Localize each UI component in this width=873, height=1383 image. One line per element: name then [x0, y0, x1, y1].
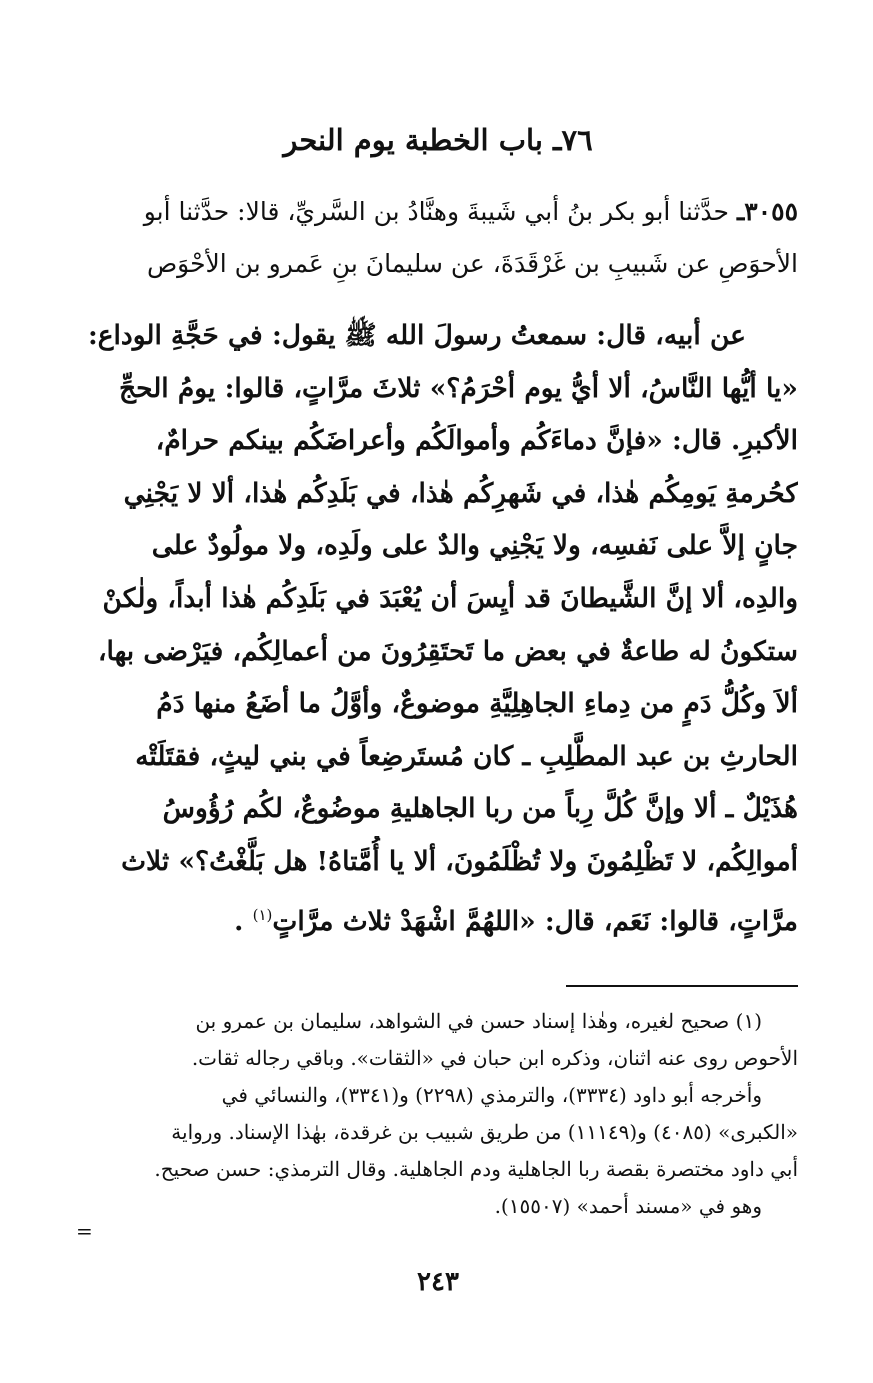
- hadith-matn: [78, 310, 798, 948]
- matn-line-2: «يا أيُّها النَّاسُ، ألا أيُّ يوم أحْرَمُ؟» ثلاثَ مرَّاتٍ، قالوا: يومُ الحجِّ: [119, 372, 798, 404]
- page-number: ٢٤٣: [417, 1267, 459, 1297]
- matn-end-punctuation: .: [234, 905, 244, 937]
- chapter-title: ٧٦ـ باب الخطبة يوم النحر: [283, 123, 593, 157]
- matn-line-1: عن أبيه، قال: سمعتُ رسولَ الله ﷺ يقول: في حَجَّةِ الوداع:: [87, 320, 746, 351]
- matn-line-6: والدِه، ألا إنَّ الشَّيطانَ قد أيِسَ أن يُعْبَدَ في بَلَدِكُم هٰذا أبداً، ولٰكنْ: [102, 582, 798, 614]
- footnote-line-1: (١) صحيح لغيره، وهٰذا إسناد حسن في الشواهد، سليمان بن عمرو بن: [195, 1009, 762, 1033]
- matn-line-12-text: مرَّاتٍ، قالوا: نَعَم، قال: «اللهُمَّ اشْهَدْ ثلاث مرَّاتٍ: [272, 905, 798, 937]
- hadith-isnad: [78, 186, 798, 290]
- isnad-line-1: [78, 186, 798, 238]
- matn-line-10: هُذَيْلٌ ـ ألا وإنَّ كُلَّ رِباً من ربا الجاهليةِ موضُوعٌ، لكُم رُؤُوسُ: [162, 793, 798, 825]
- matn-line-12: [78, 889, 798, 948]
- footnote-line-4: «الكبرى» (٤٠٨٥) و(١١١٤٩) من طريق شبيب بن غرقدة، بهٰذا الإسناد. ورواية: [171, 1120, 798, 1144]
- footnote-line-5: أبي داود مختصرة بقصة ربا الجاهلية ودم الجاهلية. وقال الترمذي: حسن صحيح.: [154, 1157, 798, 1181]
- isnad-line-1-text: حدَّثنا أبو بكر بنُ أبي شَيبةَ وهنَّادُ بن السَّريِّ، قالا: حدَّثنا أبو: [143, 197, 729, 226]
- footnote-separator: [566, 985, 798, 987]
- continuation-mark: =: [76, 1219, 93, 1243]
- matn-line-4: كحُرمةِ يَومِكُم هٰذا، في شَهرِكُم هٰذا، في بَلَدِكُم هٰذا، ألا لا يَجْنِي: [123, 477, 798, 509]
- matn-line-11: أموالِكُم، لا تَظْلِمُونَ ولا تُظْلَمُونَ، ألا يا أُمَّتاهُ! هل بَلَّغْتُ؟» ثلاث: [121, 845, 798, 877]
- footnotes: [78, 1003, 798, 1225]
- matn-line-3: الأكبرِ. قال: «فإنَّ دماءَكُم وأموالَكُم وأعراضَكُم بينكم حرامٌ،: [155, 425, 798, 457]
- footnote-line-3: وأخرجه أبو داود (٣٣٣٤)، والترمذي (٢٢٩٨) و(٣٣٤١)، والنسائي في: [221, 1083, 762, 1107]
- matn-line-9: الحارثِ بن عبد المطَّلِبِ ـ كان مُستَرضِعاً في بني ليثٍ، فقتَلَتْه: [135, 740, 798, 772]
- matn-line-7: ستكونُ له طاعةٌ في بعض ما تَحتَقِرُونَ من أعمالِكُم، فيَرْضى بها،: [97, 635, 798, 667]
- footnote-line-6: وهو في «مسند أحمد» (١٥٥٠٧).: [494, 1194, 762, 1218]
- isnad-line-2: الأحوَصِ عن شَبيبِ بن غَرْقَدَةَ، عن سليمانَ بنِ عَمرو بن الأحْوَص: [146, 249, 798, 278]
- matn-line-5: جانٍ إلاَّ على نَفسِه، ولا يَجْنِي والدٌ على ولَدِه، ولا مولُودٌ على: [151, 530, 798, 562]
- matn-line-8: ألاَ وكُلُّ دَمٍ من دِماءِ الجاهِلِيَّةِ موضوعٌ، وأوَّلُ ما أضَعُ منها دَمُ: [156, 688, 798, 720]
- footnote-line-2: الأحوص روى عنه اثنان، وذكره ابن حبان في «الثقات». وباقي رجاله ثقات.: [191, 1046, 798, 1070]
- hadith-number: ٣٠٥٥ـ: [736, 197, 798, 226]
- footnote-marker[interactable]: (١): [252, 905, 273, 924]
- book-page: [78, 0, 798, 1383]
